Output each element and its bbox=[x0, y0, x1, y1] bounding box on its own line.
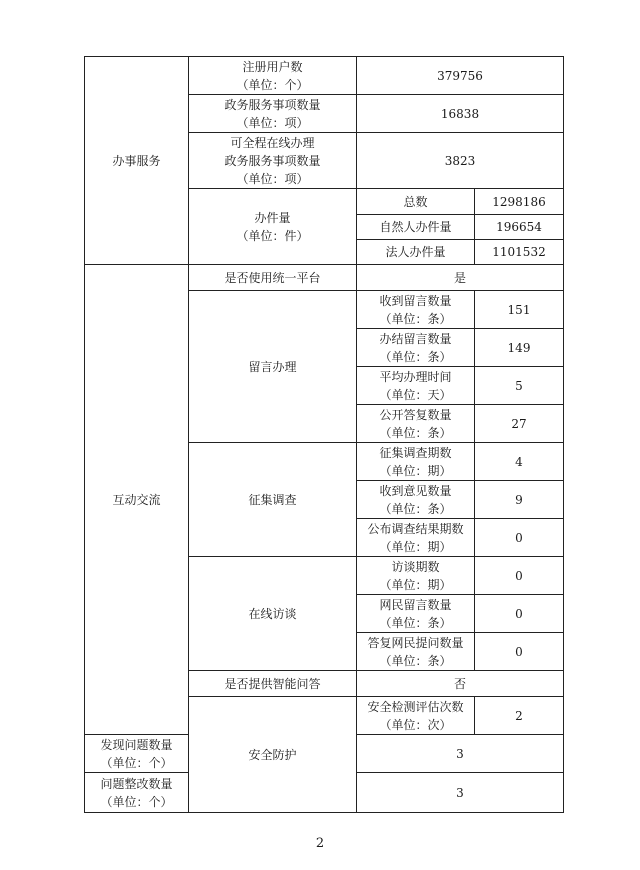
sub-label: 公布调查结果期数 （单位：期） bbox=[357, 519, 475, 557]
sub-value: 0 bbox=[475, 595, 564, 633]
row-value: 3 bbox=[357, 773, 564, 813]
sub-value: 0 bbox=[475, 633, 564, 671]
sub-label: 办结留言数量 （单位：条） bbox=[357, 329, 475, 367]
sub-value: 9 bbox=[475, 481, 564, 519]
row-label: 是否使用统一平台 bbox=[189, 265, 357, 291]
row-label: 办件量 （单位：件） bbox=[189, 189, 357, 265]
sub-value: 151 bbox=[475, 291, 564, 329]
row-label: 可全程在线办理 政务服务事项数量 （单位：项） bbox=[189, 133, 357, 189]
sub-value: 196654 bbox=[475, 215, 564, 240]
sub-label: 访谈期数 （单位：期） bbox=[357, 557, 475, 595]
sub-label: 公开答复数量 （单位：条） bbox=[357, 405, 475, 443]
row-label: 是否提供智能问答 bbox=[189, 671, 357, 697]
row-value: 是 bbox=[357, 265, 564, 291]
sub-label: 总数 bbox=[357, 189, 475, 215]
section-title-service: 办事服务 bbox=[85, 57, 189, 265]
table-row bbox=[85, 265, 564, 291]
table-row bbox=[85, 57, 564, 95]
row-value: 16838 bbox=[357, 95, 564, 133]
sub-value: 149 bbox=[475, 329, 564, 367]
row-label: 发现问题数量 （单位：个） bbox=[85, 735, 189, 773]
row-value: 3823 bbox=[357, 133, 564, 189]
row-label: 注册用户数 （单位：个） bbox=[189, 57, 357, 95]
sub-value: 4 bbox=[475, 443, 564, 481]
sub-label: 答复网民提问数量 （单位：条） bbox=[357, 633, 475, 671]
row-value: 2 bbox=[475, 697, 564, 735]
sub-value: 5 bbox=[475, 367, 564, 405]
section-title-interaction: 互动交流 bbox=[85, 265, 189, 735]
page-number: 2 bbox=[315, 836, 325, 851]
sub-label: 征集调查期数 （单位：期） bbox=[357, 443, 475, 481]
statistics-table bbox=[84, 56, 564, 813]
sub-value: 0 bbox=[475, 557, 564, 595]
sub-value: 27 bbox=[475, 405, 564, 443]
sub-label: 自然人办件量 bbox=[357, 215, 475, 240]
sub-value: 1101532 bbox=[475, 240, 564, 265]
row-value: 3 bbox=[357, 735, 564, 773]
group-label-interview: 在线访谈 bbox=[189, 557, 357, 671]
row-label: 安全检测评估次数 （单位：次） bbox=[357, 697, 475, 735]
row-label: 政务服务事项数量 （单位：项） bbox=[189, 95, 357, 133]
row-value: 379756 bbox=[357, 57, 564, 95]
group-label-messages: 留言办理 bbox=[189, 291, 357, 443]
sub-value: 1298186 bbox=[475, 189, 564, 215]
sub-label: 法人办件量 bbox=[357, 240, 475, 265]
row-value: 否 bbox=[357, 671, 564, 697]
section-title-security: 安全防护 bbox=[189, 697, 357, 813]
row-label: 问题整改数量 （单位：个） bbox=[85, 773, 189, 813]
sub-label: 收到意见数量 （单位：条） bbox=[357, 481, 475, 519]
sub-label: 收到留言数量 （单位：条） bbox=[357, 291, 475, 329]
group-label-survey: 征集调查 bbox=[189, 443, 357, 557]
sub-label: 平均办理时间 （单位：天） bbox=[357, 367, 475, 405]
sub-label: 网民留言数量 （单位：条） bbox=[357, 595, 475, 633]
sub-value: 0 bbox=[475, 519, 564, 557]
